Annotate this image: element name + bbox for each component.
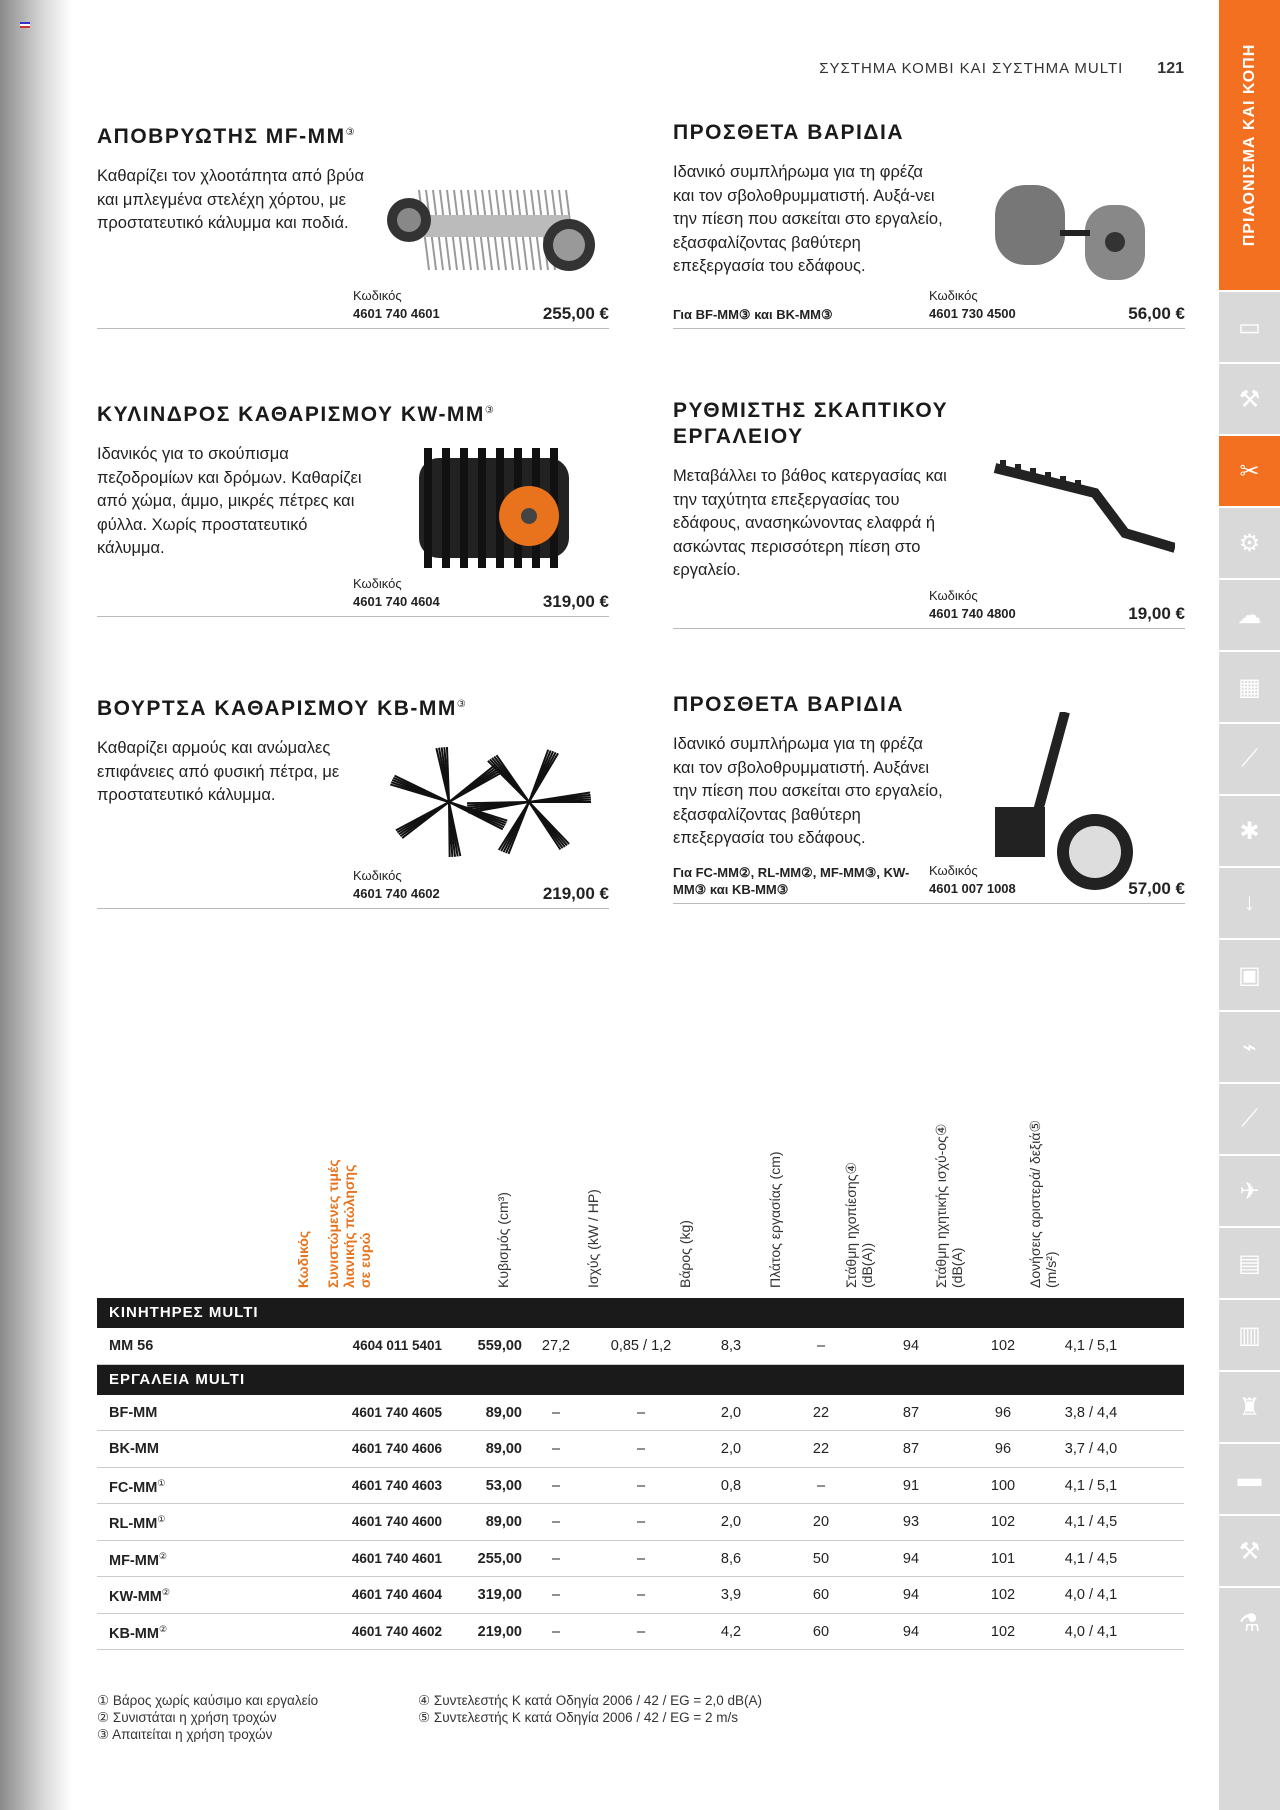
table-row bbox=[97, 1468, 1184, 1505]
product-code bbox=[353, 287, 440, 323]
width-value: 50 bbox=[812, 1550, 830, 1567]
auger-icon: ↓ bbox=[1243, 889, 1256, 916]
product-description: Καθαρίζει τον χλοοτάπητα από βρύα και μπλεγμένα στελέχη χόρτου, με προστατευτικό κάλυμμα και ποδιά. bbox=[97, 167, 364, 232]
swl-value: 102 bbox=[990, 1338, 1016, 1354]
vib-value: 3,8 / 4,4 bbox=[1064, 1404, 1118, 1421]
vacuum-icon: ⌁ bbox=[1242, 1033, 1257, 1061]
footnote-marker: ③ bbox=[345, 127, 357, 138]
code-value: 4601 007 1008 bbox=[929, 881, 1016, 896]
cc-value: – bbox=[551, 1477, 561, 1494]
vib-value: 4,1 / 4,5 bbox=[1064, 1514, 1118, 1530]
spl-value: 91 bbox=[902, 1477, 920, 1494]
retail-price: 89,00 bbox=[485, 1441, 522, 1457]
power-value: – bbox=[636, 1550, 646, 1567]
sidebar-tile[interactable] bbox=[1219, 578, 1280, 650]
weight-value: 4,2 bbox=[720, 1623, 742, 1640]
clothing-icon: ♜ bbox=[1238, 1393, 1261, 1421]
sidebar-tile[interactable] bbox=[1219, 1226, 1280, 1298]
width-value: 22 bbox=[812, 1441, 830, 1457]
footnote: ④ Συντελεστής K κατά Οδηγία 2006 / 42 / EG = 2,0 dB(A) bbox=[418, 1693, 763, 1708]
spl-value: 87 bbox=[902, 1404, 920, 1421]
sidebar-tile[interactable] bbox=[1219, 1514, 1280, 1586]
product-title bbox=[97, 120, 609, 150]
product-image bbox=[379, 732, 599, 872]
model-name bbox=[109, 1478, 209, 1496]
spl-value: 94 bbox=[902, 1550, 920, 1567]
product-title bbox=[97, 692, 609, 722]
sidebar-tile[interactable] bbox=[1219, 290, 1280, 362]
product-description: Ιδανικός για το σκούπισμα πεζοδρομίων και δρόμων. Καθαρίζει από χώμα, άμμο, μικρές πέτρες και φύλλα. Χωρίς προστατευτικό κάλυμμα. bbox=[97, 445, 362, 557]
page-header bbox=[819, 60, 1184, 78]
product-image bbox=[955, 712, 1175, 882]
model-name bbox=[109, 1441, 209, 1457]
swl-value: 96 bbox=[994, 1441, 1012, 1457]
sidebar-tile[interactable] bbox=[1219, 938, 1280, 1010]
footnote: ① Βάρος χωρίς καύσιμο και εργαλείο bbox=[97, 1693, 319, 1708]
model-name bbox=[109, 1338, 209, 1354]
battery-icon: ▭ bbox=[1238, 313, 1261, 341]
product-title-text: ΠΡΟΣΘΕΤΑ ΒΑΡΙΔΙΑ bbox=[673, 693, 904, 716]
compatibility-note: Για FC-MM②, RL-MM②, MF-MM③, KW-MM③ και KB-MM③ bbox=[673, 865, 910, 897]
width-value: 60 bbox=[812, 1623, 830, 1640]
column-header: Στάθμη ηχοπίεσης④ (dB(A)) bbox=[843, 1161, 875, 1288]
article-code: 4601 740 4600 bbox=[351, 1514, 442, 1529]
product-image bbox=[955, 438, 1175, 578]
model-name bbox=[109, 1405, 209, 1421]
sidebar-tile[interactable] bbox=[1219, 1370, 1280, 1442]
oil-icon: ⚗ bbox=[1238, 1609, 1261, 1637]
width-value: 60 bbox=[812, 1587, 830, 1603]
cc-value: 27,2 bbox=[541, 1338, 571, 1354]
table-row bbox=[97, 1541, 1184, 1578]
footnote: ③ Απαιτείται η χρήση τροχών bbox=[97, 1727, 273, 1742]
blower-icon: ☁ bbox=[1237, 601, 1262, 629]
footnote: ⑤ Συντελεστής K κατά Οδηγία 2006 / 42 / EG = 2 m/s bbox=[418, 1710, 738, 1725]
sidebar-tile[interactable] bbox=[1219, 1298, 1280, 1370]
vib-value: 4,1 / 5,1 bbox=[1064, 1477, 1118, 1494]
product-price: 57,00 € bbox=[1128, 879, 1185, 898]
model-name bbox=[109, 1551, 209, 1569]
product-title-text: ΑΠΟΒΡΥΩΤΗΣ MF-MM bbox=[97, 125, 346, 148]
product-order-line bbox=[97, 865, 609, 909]
category-sidebar bbox=[1219, 0, 1280, 1810]
spl-value: 94 bbox=[902, 1338, 920, 1354]
column-header: Συνιστώμενες τιμές λιανικής πώλησης σε ευρώ bbox=[325, 1159, 373, 1288]
code-value: 4601 740 4604 bbox=[353, 594, 440, 609]
model-name bbox=[109, 1514, 209, 1532]
model-label: KB-MM bbox=[109, 1625, 159, 1642]
tiller-icon: ✱ bbox=[1239, 817, 1260, 845]
product-price: 19,00 € bbox=[1128, 604, 1185, 623]
spl-value: 94 bbox=[902, 1623, 920, 1640]
product-order-line bbox=[673, 585, 1185, 629]
shredder-icon: ▤ bbox=[1238, 1249, 1261, 1277]
code-label: Κωδικός bbox=[929, 588, 978, 603]
power-value: – bbox=[636, 1477, 646, 1494]
product-block bbox=[97, 398, 609, 617]
product-code bbox=[929, 287, 1016, 323]
product-price: 319,00 € bbox=[542, 592, 609, 611]
code-value: 4601 740 4602 bbox=[353, 886, 440, 901]
flag-icon bbox=[20, 22, 30, 28]
code-label: Κωδικός bbox=[353, 868, 402, 883]
cc-value: – bbox=[551, 1441, 561, 1457]
spl-value: 87 bbox=[902, 1441, 920, 1457]
weight-value: 3,9 bbox=[720, 1587, 742, 1603]
cc-value: – bbox=[551, 1587, 561, 1603]
product-title-text: ΠΡΟΣΘΕΤΑ ΒΑΡΙΔΙΑ bbox=[673, 121, 904, 144]
product-image bbox=[379, 438, 599, 578]
spec-table bbox=[97, 1120, 1184, 1650]
article-code: 4601 740 4601 bbox=[351, 1550, 442, 1566]
article-code: 4601 740 4604 bbox=[351, 1587, 442, 1602]
sidebar-tile[interactable] bbox=[1219, 1442, 1280, 1514]
article-code: 4601 740 4606 bbox=[351, 1441, 442, 1456]
retail-price: 89,00 bbox=[485, 1404, 522, 1421]
power-value: – bbox=[636, 1587, 646, 1603]
table-row bbox=[97, 1395, 1184, 1432]
product-body bbox=[673, 692, 1185, 860]
weight-value: 8,3 bbox=[720, 1338, 742, 1354]
code-value: 4601 740 4601 bbox=[353, 306, 440, 321]
retail-price: 559,00 bbox=[477, 1338, 522, 1354]
weight-value: 0,8 bbox=[720, 1477, 742, 1494]
power-value: – bbox=[636, 1404, 646, 1421]
table-row bbox=[97, 1577, 1184, 1614]
multi-tool-icon: ⚙ bbox=[1238, 529, 1261, 557]
retail-price: 255,00 bbox=[477, 1550, 522, 1567]
category-label: ΠΡΙΑΟΝΙΣΜΑ ΚΑΙ ΚΟΠΗ bbox=[1240, 43, 1258, 247]
sidebar-tile[interactable] bbox=[1219, 1010, 1280, 1082]
product-price: 56,00 € bbox=[1128, 304, 1185, 323]
table-section-header: ΚΙΝΗΤΗΡΕΣ MULTI bbox=[97, 1298, 1184, 1328]
model-label: FC-MM bbox=[109, 1479, 158, 1496]
product-code bbox=[929, 587, 1016, 623]
spl-value: 93 bbox=[902, 1514, 920, 1530]
power-value: 0,85 / 1,2 bbox=[610, 1338, 672, 1354]
sidebar-active-category[interactable] bbox=[1219, 0, 1280, 290]
power-value: – bbox=[636, 1623, 646, 1640]
table-header bbox=[97, 1120, 1184, 1298]
column-header: Κωδικός bbox=[295, 1230, 311, 1288]
width-value: 22 bbox=[812, 1404, 830, 1421]
sidebar-tile[interactable] bbox=[1219, 794, 1280, 866]
column-header: Στάθμη ηχητικής ισχύ-ος④ (dB(A) bbox=[933, 1123, 965, 1288]
code-label: Κωδικός bbox=[929, 863, 978, 878]
product-body bbox=[97, 692, 609, 865]
toolbox-icon: ▬ bbox=[1237, 1465, 1262, 1492]
product-title bbox=[97, 398, 609, 428]
cc-value: – bbox=[551, 1550, 561, 1567]
sidebar-tiles bbox=[1219, 290, 1280, 1658]
column-header: Δονήσεις αριστερά/ δεξιά⑤ (m/s²) bbox=[1027, 1119, 1059, 1288]
section-title: ΣΥΣΤΗΜΑ ΚΟΜΒΙ ΚΑΙ ΣΥΣΤΗΜΑ MULTI bbox=[819, 60, 1124, 77]
footnote-marker: ① bbox=[157, 1514, 166, 1524]
footnote-marker: ② bbox=[158, 1550, 167, 1561]
footnotes-left bbox=[97, 1692, 318, 1743]
model-label: BK-MM bbox=[109, 1441, 159, 1457]
weight-value: 2,0 bbox=[720, 1441, 742, 1457]
cc-value: – bbox=[551, 1623, 561, 1640]
product-description: Ιδανικό συμπλήρωμα για τη φρέζα και τον σβολοθρυμματιστή. Αυξάνει την πίεση που ασκείται στο εργαλείο, εξασφαλίζοντας βαθύτερη επεξεργασία του εδάφους. bbox=[673, 735, 943, 847]
vib-value: 3,7 / 4,0 bbox=[1064, 1441, 1118, 1457]
product-block bbox=[673, 692, 1185, 904]
cc-value: – bbox=[551, 1404, 561, 1421]
cc-value: – bbox=[551, 1514, 561, 1530]
table-row bbox=[97, 1504, 1184, 1541]
model-name bbox=[109, 1587, 209, 1605]
retail-price: 89,00 bbox=[485, 1514, 522, 1530]
footnote-marker: ① bbox=[157, 1477, 166, 1488]
chainsaw-icon: ⚒ bbox=[1238, 385, 1261, 413]
vib-value: 4,1 / 4,5 bbox=[1064, 1550, 1118, 1567]
page-number: 121 bbox=[1157, 60, 1184, 77]
product-title-text: ΒΟΥΡΤΣΑ ΚΑΘΑΡΙΣΜΟΥ KB-MM bbox=[97, 697, 457, 720]
product-title-text: ΚΥΛΙΝΔΡΟΣ ΚΑΘΑΡΙΣΜΟΥ KW-MM bbox=[97, 403, 485, 426]
swl-value: 102 bbox=[990, 1514, 1016, 1530]
column-header: Πλάτος εργασίας (cm) bbox=[767, 1151, 783, 1288]
product-block bbox=[97, 120, 609, 329]
product-code bbox=[353, 575, 440, 611]
trimmer-icon: ⟋ bbox=[1241, 745, 1258, 772]
article-code: 4604 011 5401 bbox=[352, 1338, 442, 1353]
retail-price: 319,00 bbox=[477, 1587, 522, 1603]
width-value: 20 bbox=[812, 1514, 830, 1530]
weight-value: 8,6 bbox=[720, 1550, 742, 1567]
product-block bbox=[673, 398, 1185, 629]
weight-value: 2,0 bbox=[720, 1404, 742, 1421]
footnote: ② Συνιστάται η χρήση τροχών bbox=[97, 1710, 277, 1725]
model-label: MF-MM bbox=[109, 1552, 159, 1569]
product-price: 219,00 € bbox=[542, 884, 609, 903]
sidebar-tile[interactable] bbox=[1219, 650, 1280, 722]
pressure-washer-icon: ▣ bbox=[1238, 961, 1261, 989]
retail-price: 53,00 bbox=[485, 1477, 522, 1494]
code-label: Κωδικός bbox=[929, 288, 978, 303]
code-value: 4601 730 4500 bbox=[929, 306, 1016, 321]
width-value: – bbox=[816, 1477, 826, 1494]
model-label: KW-MM bbox=[109, 1588, 162, 1605]
power-value: – bbox=[636, 1441, 646, 1457]
table-row bbox=[97, 1614, 1184, 1651]
product-order-line bbox=[673, 285, 1185, 329]
swl-value: 100 bbox=[990, 1477, 1016, 1494]
table-row bbox=[97, 1328, 1184, 1365]
column-header: Κυβισμός (cm³) bbox=[495, 1192, 511, 1288]
page-edge-shadow bbox=[0, 0, 72, 1810]
swl-value: 102 bbox=[990, 1623, 1016, 1640]
sidebar-tile[interactable] bbox=[1219, 1586, 1280, 1658]
column-header: Ισχύς (kW / HP) bbox=[585, 1189, 601, 1288]
brushcutter-icon: ⟋ bbox=[1241, 1105, 1258, 1132]
hedge-trimmer-icon: ✂ bbox=[1239, 457, 1260, 485]
sprayer-icon: ✈ bbox=[1239, 1177, 1260, 1205]
product-order-line bbox=[97, 573, 609, 617]
product-image bbox=[379, 160, 599, 300]
product-title bbox=[673, 398, 993, 450]
model-name bbox=[109, 1624, 209, 1642]
product-order-line bbox=[673, 860, 1185, 904]
code-label: Κωδικός bbox=[353, 576, 402, 591]
sidebar-tile[interactable] bbox=[1219, 434, 1280, 506]
model-label: BF-MM bbox=[109, 1404, 158, 1421]
sidebar-tile[interactable] bbox=[1219, 362, 1280, 434]
footnote-marker: ③ bbox=[484, 405, 496, 416]
product-description: Ιδανικό συμπλήρωμα για τη φρέζα και τον σβολοθρυμματιστή. Αυξά-νει την πίεση που ασκείται στο εργαλείο, εξασφαλίζοντας βαθύτερη επεξεργασία του εδάφους. bbox=[673, 163, 943, 275]
product-image bbox=[955, 160, 1175, 300]
model-label: RL-MM bbox=[109, 1515, 158, 1532]
table-row bbox=[97, 1431, 1184, 1468]
product-body bbox=[673, 120, 1185, 285]
product-price: 255,00 € bbox=[542, 304, 609, 323]
compatibility-note: Για BF-MM③ και BK-MM③ bbox=[673, 307, 833, 322]
vib-value: 4,0 / 4,1 bbox=[1064, 1587, 1118, 1603]
product-code bbox=[929, 862, 1016, 898]
vib-value: 4,0 / 4,1 bbox=[1064, 1623, 1118, 1640]
sidebar-tile[interactable] bbox=[1219, 1154, 1280, 1226]
footnote-marker: ③ bbox=[456, 699, 468, 710]
product-order-line bbox=[97, 285, 609, 329]
product-block bbox=[97, 692, 609, 909]
retail-price: 219,00 bbox=[477, 1623, 522, 1640]
storage-icon: ▥ bbox=[1238, 1321, 1261, 1349]
product-description: Καθαρίζει αρμούς και ανώμαλες επιφάνειες από φυσική πέτρα, με προστατευτικό κάλυμμα. bbox=[97, 739, 340, 804]
product-block bbox=[673, 120, 1185, 329]
product-code bbox=[353, 867, 440, 903]
footnote-marker: ② bbox=[158, 1623, 168, 1634]
sidebar-tile[interactable] bbox=[1219, 1082, 1280, 1154]
article-code: 4601 740 4602 bbox=[351, 1623, 442, 1639]
product-title-text: ΡΥΘΜΙΣΤΗΣ ΣΚΑΠΤΙΚΟΥ ΕΡΓΑΛΕΙΟΥ bbox=[673, 399, 949, 448]
swl-value: 96 bbox=[994, 1404, 1012, 1421]
product-description: Μεταβάλλει το βάθος κατεργασίας και την ταχύτητα επεξεργασίας του εδάφους, ανασηκώνοντας ελαφρά ή ασκώντας περισσότερη πίεση στο εργαλείο. bbox=[673, 467, 947, 579]
footnote-marker: ② bbox=[161, 1587, 170, 1597]
power-value: – bbox=[636, 1514, 646, 1530]
column-header: Βάρος (kg) bbox=[677, 1220, 693, 1288]
code-label: Κωδικός bbox=[353, 288, 402, 303]
model-label: MM 56 bbox=[109, 1338, 154, 1354]
spl-value: 94 bbox=[902, 1587, 920, 1603]
product-body bbox=[97, 120, 609, 285]
vib-value: 4,1 / 5,1 bbox=[1064, 1338, 1118, 1354]
swl-value: 102 bbox=[990, 1587, 1016, 1603]
table-body bbox=[97, 1298, 1184, 1650]
swl-value: 101 bbox=[990, 1550, 1016, 1567]
product-body bbox=[97, 398, 609, 573]
footnotes-right bbox=[418, 1692, 762, 1726]
code-value: 4601 740 4800 bbox=[929, 606, 1016, 621]
sidebar-tile[interactable] bbox=[1219, 722, 1280, 794]
axe-icon: ⚒ bbox=[1238, 1537, 1261, 1565]
width-value: – bbox=[816, 1338, 826, 1354]
weight-value: 2,0 bbox=[720, 1514, 742, 1530]
sidebar-tile[interactable] bbox=[1219, 506, 1280, 578]
table-section-header: ΕΡΓΑΛΕΙΑ MULTI bbox=[97, 1365, 1184, 1395]
article-code: 4601 740 4603 bbox=[351, 1477, 442, 1493]
article-code: 4601 740 4605 bbox=[351, 1404, 442, 1420]
product-title bbox=[673, 120, 1185, 146]
sidebar-tile[interactable] bbox=[1219, 866, 1280, 938]
lawnmower-icon: ▦ bbox=[1238, 673, 1261, 701]
product-body bbox=[673, 398, 1185, 585]
